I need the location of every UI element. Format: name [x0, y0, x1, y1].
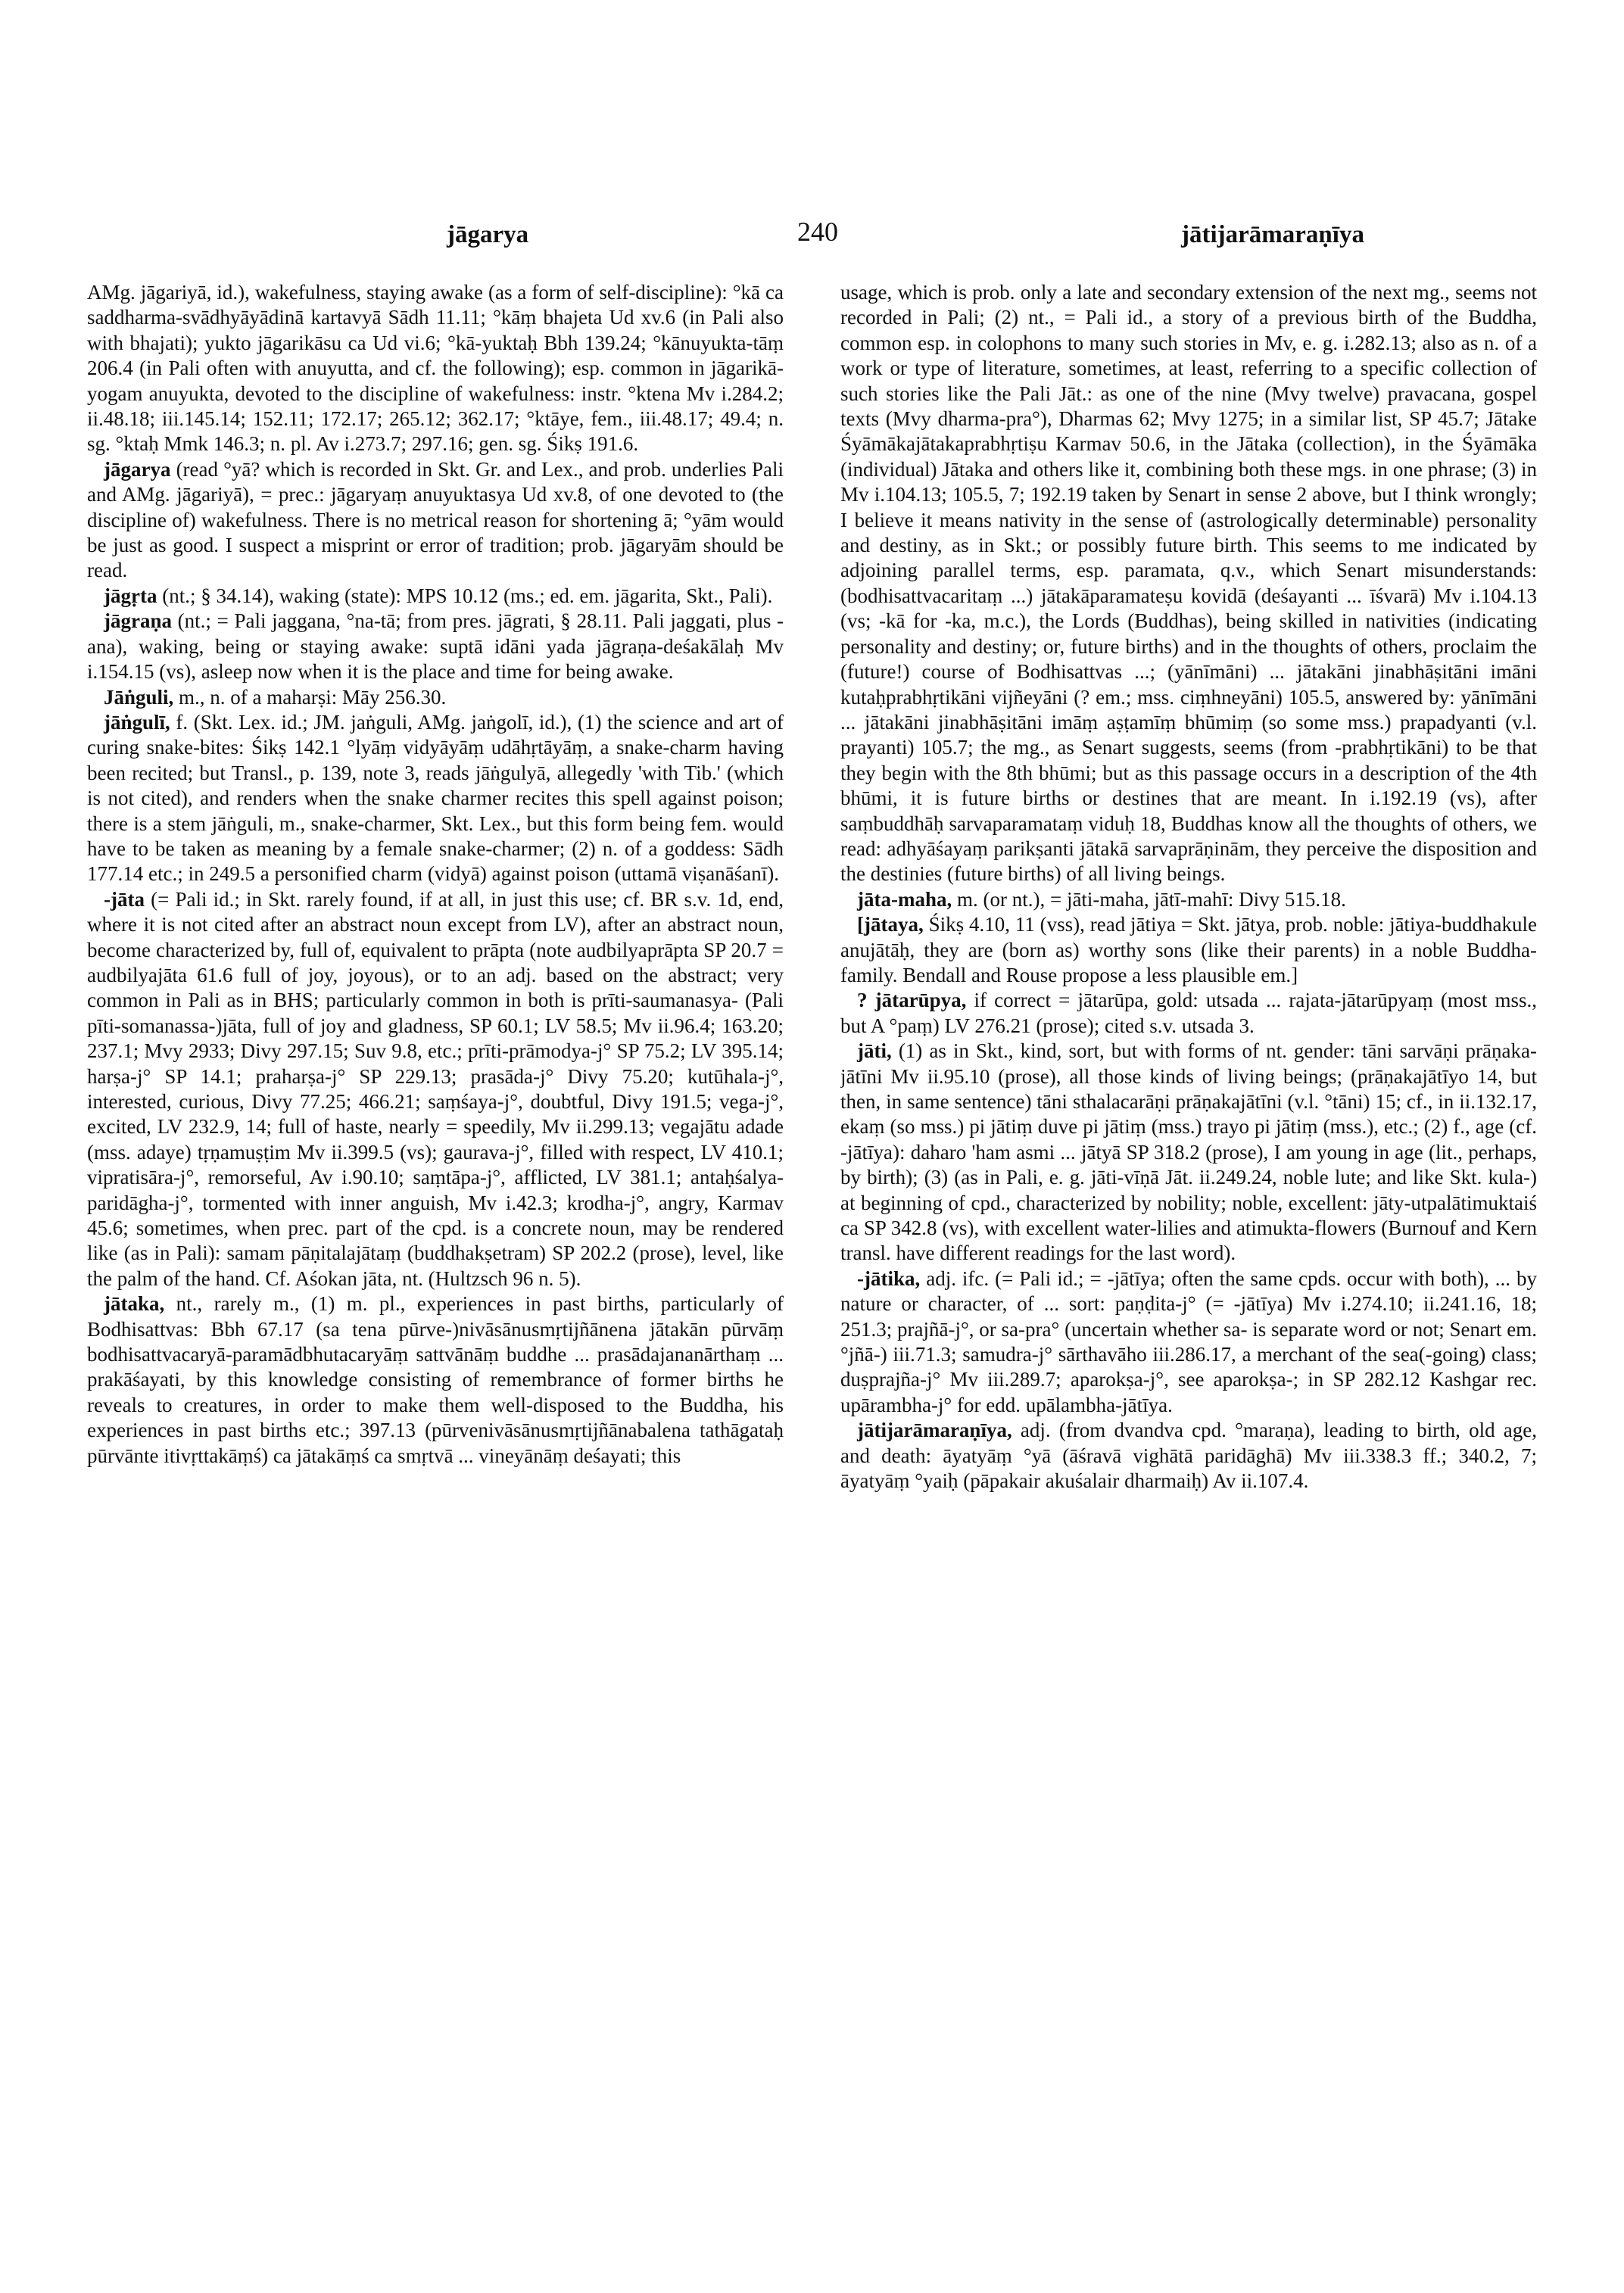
entry-jatijaramaraniya [840, 1418, 1537, 1494]
entry-text: f. (Skt. Lex. id.; JM. jaṅguli, AMg. jaṅgolī, id.), (1) the science and art of curing snake-bites: Śikṣ 142.1 °lyāṃ vidyāyāṃ udāhṛtāyāṃ, a snake-charm having been recited; but Transl., p. 139, note 3, reads jāṅgulyā, allegedly 'with Tib.' (which is not cited), and renders when the snake charmer recites this spell against poison; there is a stem jāṅguli, m., snake-charmer, Skt. Lex., but this form being fem. would have to be taken as meaning by a female snake-charmer; (2) n. of a goddess: Sādh 177.14 etc.; in 249.5 a personified charm (vidyā) against poison (uttamā viṣanāśanī). [87, 710, 784, 886]
entry-text: m. (or nt.), = jāti-maha, jātī-mahī: Divy 515.18. [952, 887, 1346, 911]
page-number: 240 [797, 217, 838, 247]
entry-janguli-m [87, 685, 784, 710]
headword: jāgraṇa [104, 609, 172, 633]
entry-text: (1) as in Skt., kind, sort, but with forms of nt. gender: tāni sarvāṇi prāṇaka-jātīni Mv ii.95.10 (prose), all those kinds of living beings; (prāṇakajātīyo 14, but then, in same sentence) tāni sthalacarāṇi prāṇakajātīni (v.l. °tāni) 15; cf., in ii.132.17, ekaṃ (so mss.) pi jātiṃ duve pi jātiṃ (mss.) trayo pi jātiṃ (mss.), etc.; (2) f., age (cf. -jātīya): daharo 'ham asmi ... jātyā SP 318.2 (prose), I am young in age (lit., perhaps, by birth); (3) (as in Pali, e. g. jāti-vīṇā Jāt. ii.249.24, noble lute; and like Skt. kula-) at beginning of cpd., characterized by nobility; noble, excellent: jāty-utpalātimuktaiś ca SP 342.8 (vs), with excellent water-lilies and atimukta-flowers (Burnouf and Kern transl. have different readings for the last word). [840, 1039, 1537, 1265]
entry-text: (nt.; = Pali jaggana, °na-tā; from pres. jāgrati, § 28.11. Pali jaggati, plus -ana), waking, being or staying awake: suptā idāni yada jāgraṇa-deśakālaḥ Mv i.154.15 (vs), asleep now when it is the place and time for being awake. [87, 609, 784, 684]
entry-text: (read °yā? which is recorded in Skt. Gr. and Lex., and prob. underlies Pali and AMg. jāgariyā), = prec.: jāgaryaṃ anuyuktasya Ud xv.8, of one devoted to (the discipline of) wakefulness. There is no metrical reason for shortening ā; °yām would be just as good. I suspect a misprint or error of tradition; prob. jāgaryām should be read. [87, 457, 784, 582]
entry-jatika [840, 1266, 1537, 1418]
headword: jātaka, [104, 1292, 165, 1316]
headword: -jātika, [857, 1266, 921, 1290]
left-column [87, 280, 784, 2263]
entry-jagarya [87, 457, 784, 584]
entry-text: adj. (from dvandva cpd. °maraṇa), leading to birth, old age, and death: āyatyāṃ °yā (āśravā vighātā paridāghā) Mv iii.338.3 ff.; 340.2, 7; āyatyāṃ °yaiḥ (pāpakair akuśalair dharmaiḥ) Av ii.107.4. [840, 1419, 1537, 1493]
headword: jāgarya [104, 457, 171, 481]
entry-jati [840, 1039, 1537, 1266]
entry-text: if correct = jātarūpa, gold: utsada ... rajata-jātarūpyaṃ (most mss., but A °paṃ) LV 276.21 (prose); cited s.v. utsada 3. [840, 989, 1537, 1037]
right-guide-word: jātijarāmaraṇīya [1181, 221, 1364, 248]
entry-jata-maha [840, 887, 1537, 912]
entry-jagrta [87, 584, 784, 609]
headword: jāgṛta [104, 584, 157, 607]
entry-janguli-f [87, 710, 784, 887]
entry-text: usage, which is prob. only a late and secondary extension of the next mg., seems not recorded in Pali; (2) nt., = Pali id., a story of a previous birth of the Buddha, common esp. in colophons to many such stories in Mv, e. g. i.282.13; also as n. of a work or type of literature, sometimes, at least, referring to a specific collection of such stories like the Pali Jāt.: as one of the nine (Mvy twelve) pravacana, gospel texts (Mvy dharma-pra°), Dharmas 62; Mvy 1275; in a similar list, SP 45.7; Jātake Śyāmākajātakaprabhṛtiṣu Karmav 50.6, in the Jātaka (collection), in the Śyāmāka (individual) Jātaka and others like it, combining both these mgs. in one phrase; (3) in Mv i.104.13; 105.5, 7; 192.19 taken by Senart in sense 2 above, but I think wrongly; I believe it means nativity in the sense of (astrologically determinable) personality and destiny, as in Skt.; or possibly future birth. This seems to me indicated by adjoining parallel terms, esp. paramata, q.v., which Senart misunderstands: (bodhisattvacaritaṃ ...) jātakāparamateṣu kovidā (deśayanti ... īśvarā) Mv i.104.13 (vs; -kā for -ka, m.c.), the Lords (Buddhas), being skilled in nativities (indicating personality and destiny; or, future births) and in the thoughts of others, proclaim the (future!) course of Bodhisattvas ...; (yānīmāni) ... jātakāni jinabhāṣitāni imāni kutaḥprabhṛtikāni vijñeyāni (? em.; mss. ciṃhneyāni) 105.5, answered by: yānīmāni ... jātakāni jinabhāṣitāni imāṃ aṣṭamīṃ bhūmiṃ (so some mss.) prapadyanti (v.l. prayanti) 105.7; the mg., as Senart suggests, seems (from -prabhṛtikāni) to be that they begin with the 8th bhūmi; but as this passage occurs in a description of the 4th bhūmi, it is future births or destines that are meant. In i.192.19 (vs), after saṃbuddhāḥ sarvaparamataṃ viduḥ 18, Buddhas know all the thoughts of others, we read: adhyāśayaṃ parikṣanti jātakā sarvaprāṇinām, they perceive the disposition and the destinies (future births) of all living beings. [840, 281, 1537, 886]
headword: jāta-maha, [857, 887, 952, 911]
entry-continuation [840, 280, 1537, 887]
entry-text: (nt.; § 34.14), waking (state): MPS 10.12 (ms.; ed. em. jāgarita, Skt., Pali). [157, 584, 773, 607]
entry-text: m., n. of a maharṣi: Māy 256.30. [173, 685, 447, 709]
left-guide-word: jāgarya [447, 221, 529, 248]
entry-continuation [87, 280, 784, 457]
entry-text: nt., rarely m., (1) m. pl., experiences in past births, particularly of Bodhisattvas: Bbh 67.17 (sa tena pūrve-)nivāsānusmṛtijñānena jātakān pūrvāṃ bodhisattvacaryā-paramādbhutacaryāṃ sattvānāṃ buddhe ... prasādajananārthaṃ ... prakāśayati, by this knowledge consisting of remembrance of former births he reveals to creatures, in order to make them well-disposed to the Buddha, his experiences in past births etc.; 397.13 (pūrvenivāsānusmṛtijñānabalena tathāgataḥ pūrvānte itivṛttakāṃś) ca jātakāṃś ca smṛtvā ... vineyānāṃ deśayati; this [87, 1292, 784, 1467]
entry-jataya [840, 912, 1537, 988]
entry-jataka [87, 1291, 784, 1469]
headword: [jātaya, [857, 913, 924, 936]
headword: -jāta [104, 887, 145, 911]
entry-jata [87, 887, 784, 1292]
headword: Jāṅguli, [104, 685, 174, 709]
headword: jātijarāmaraṇīya, [857, 1419, 1012, 1442]
headword: ? jātarūpya, [857, 989, 967, 1012]
headword: jāti, [857, 1039, 892, 1063]
entry-text: (= Pali id.; in Skt. rarely found, if at all, in just this use; cf. BR s.v. 1d, end, where it is not cited after an abstract noun except from LV), after an abstract noun, become characterized by, full of, equivalent to prāpta (note audbilyaprāpta SP 20.7 = audbilyajāta 61.6 full of joy, joyous), or to an adj. based on the abstract; very common in Pali as in BHS; particularly common in both is prīti-saumanasya- (Pali pīti-somanassa-)jāta, full of joy and gladness, SP 60.1; LV 58.5; Mv ii.96.4; 163.20; 237.1; Mvy 2933; Divy 297.15; Suv 9.8, etc.; prīti-prāmodya-j° SP 75.2; LV 395.14; harṣa-j° SP 14.1; praharṣa-j° SP 229.13; prasāda-j° Divy 75.20; kutūhala-j°, interested, curious, Divy 77.25; 466.21; saṃśaya-j°, doubtful, Divy 191.5; vega-j°, excited, LV 232.9, 14; full of haste, nearly = speedily, Mv ii.299.13; vegajātu adade (mss. adaye) tṛṇamuṣṭim Mv ii.399.5 (vs); gaurava-j°, filled with respect, LV 410.1; vipratisāra-j°, remorseful, Av i.90.10; saṃtāpa-j°, afflicted, LV 381.1; antaḥśalya-paridāgha-j°, tormented with inner anguish, Mv i.42.3; krodha-j°, angry, Karmav 45.6; sometimes, when prec. part of the cpd. is a concrete noun, may be rendered like (as in Pali): samam pāṇitalajātaṃ (buddhakṣetram) SP 202.2 (prose), level, like the palm of the hand. Cf. Aśokan jāta, nt. (Hultzsch 96 n. 5). [87, 887, 784, 1290]
headword: jāṅgulī, [104, 710, 170, 734]
entry-jagrana [87, 609, 784, 684]
entry-text: adj. ifc. (= Pali id.; = -jātīya; often the same cpds. occur with both), ... by nature or character, of ... sort: paṇḍita-j° (= -jātīya) Mv i.274.10; ii.241.16, 18; 251.3; prajñā-j°, or sa-pra° (uncertain whether sa- is separate word or not; Senart em. °jñā-) iii.71.3; samudra-j° sārthavāho iii.286.17, a merchant of the sea(-going) class; duṣprajña-j° Mv iii.289.7; aparokṣa-j°, see aparokṣa-; in SP 282.12 Kashgar rec. upārambha-j° for edd. upālambha-jātīya. [840, 1266, 1537, 1416]
entry-text: AMg. jāgariyā, id.), wakefulness, staying awake (as a form of self-discipline): °kā ca saddharma-svādhyāyādinā kartavyā Sādh 11.11; °kāṃ bhajeta Ud xv.6 (in Pali also with bhajati); yukto jāgarikāsu ca Ud vi.6; °kā-yuktaḥ Bbh 139.24; °kānuyukta-tāṃ 206.4 (in Pali often with anuyutta, and cf. the following); esp. common in jāgarikā-yogam anuyukta, devoted to the discipline of wakefulness: instr. °ktena Mv i.284.2; ii.48.18; iii.145.14; 152.11; 172.17; 265.12; 362.17; °ktāye, fem., iii.48.17; 49.4; n. sg. °ktaḥ Mmk 146.3; n. pl. Av i.273.7; 297.16; gen. sg. Śikṣ 191.6. [87, 281, 784, 456]
entry-jatarupya [840, 988, 1537, 1039]
right-column [840, 280, 1537, 2263]
entry-text: Śikṣ 4.10, 11 (vss), read jātiya = Skt. jātya, prob. noble: jātiya-buddhakule anujātāḥ, they are (born as) worthy sons (like their parents) in a noble Buddha-family. Bendall and Rouse propose a less plausible em.] [840, 913, 1537, 986]
